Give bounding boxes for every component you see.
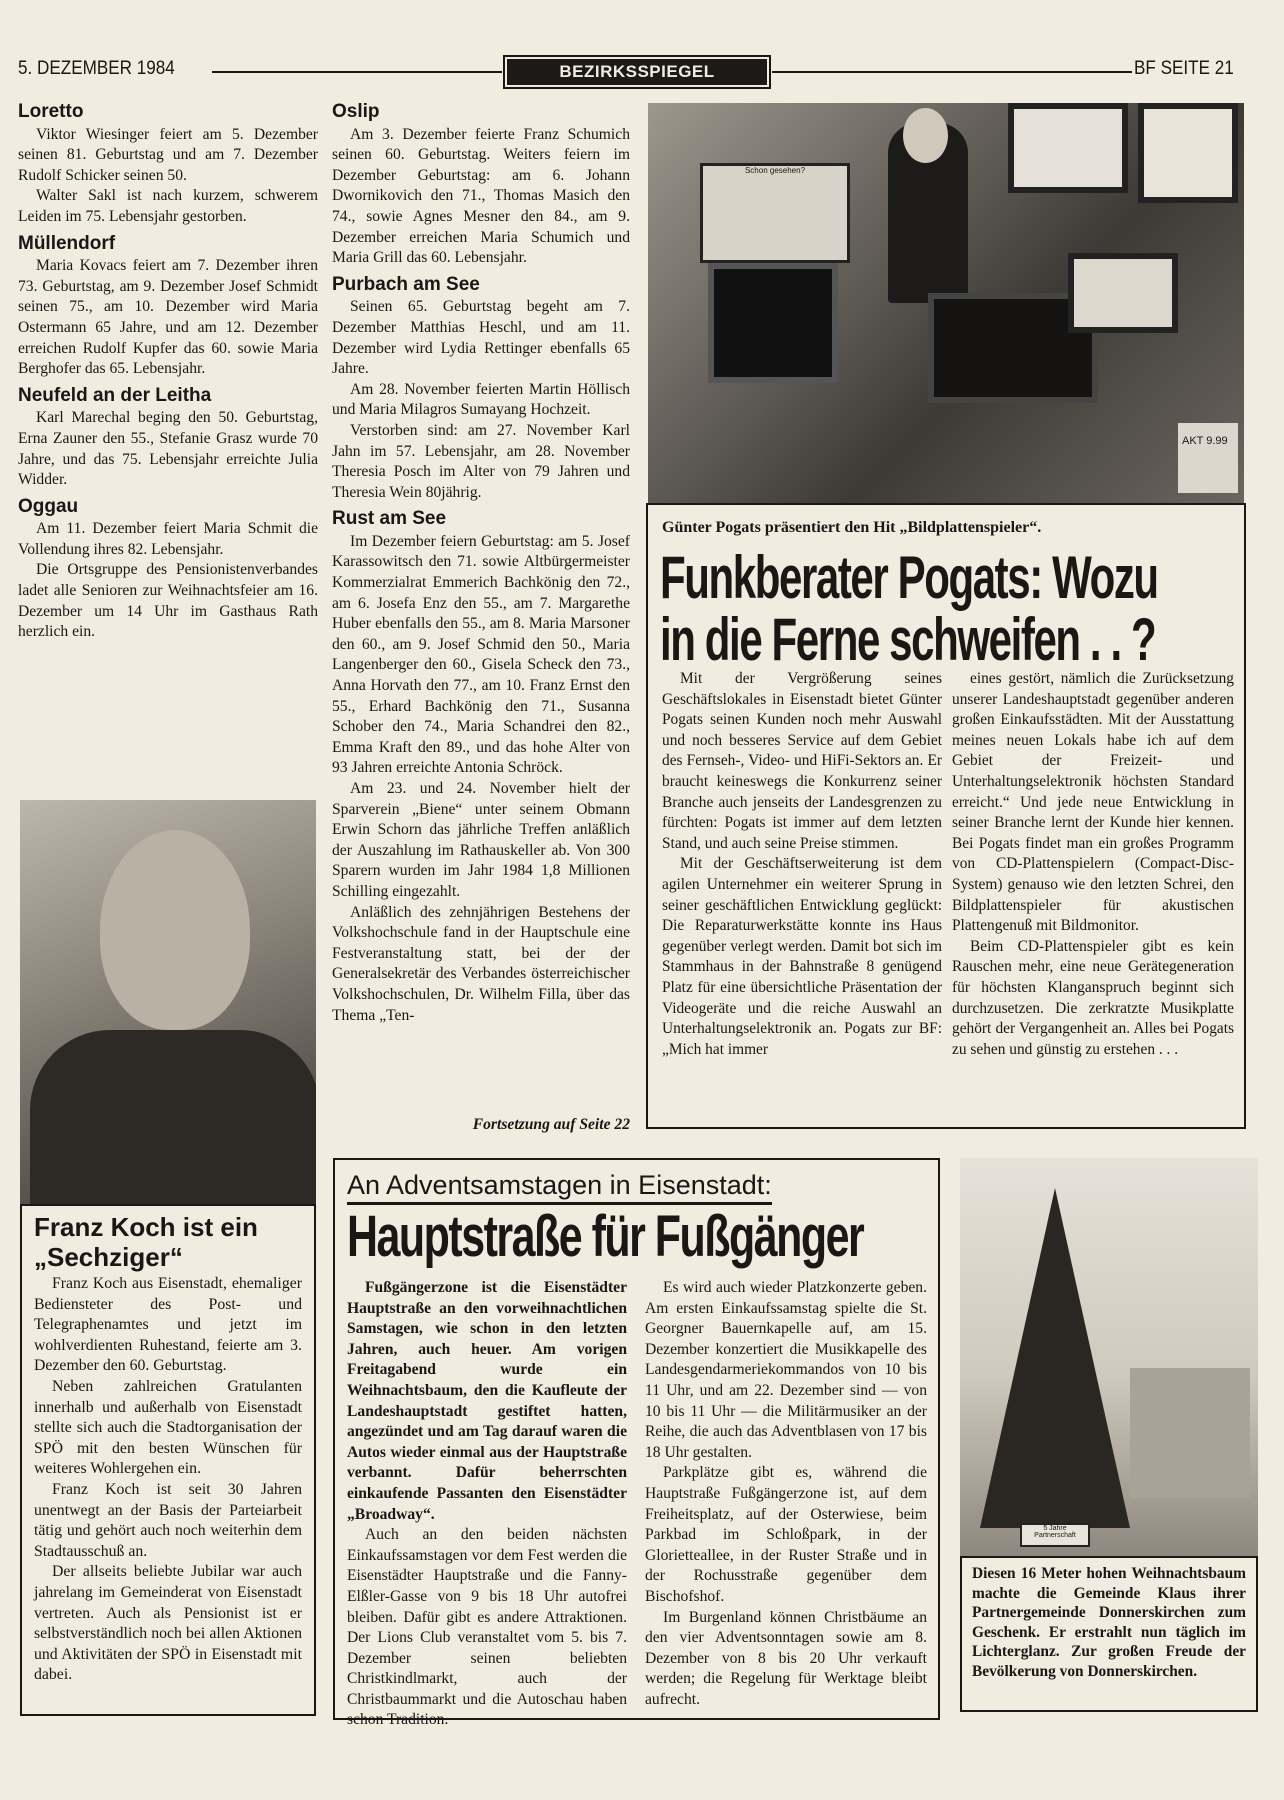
- article-paragraph: Es wird auch wieder Platzkonzerte geben. Am ersten Einkaufssamstag spielte die St. Georgner Bauernkapelle auf, am 15. Dezember konzertiert die Musikkapelle des Landesgendarmeriekommandos von 10 bis 11 Uhr, und am 22. Dezember sind — von 10 bis 11 Uhr — die Militärmusiker an der Reihe, die auch das Adventblasen von 17 bis 18 Uhr gestalten.: [645, 1279, 927, 1461]
- advent-column-2: [645, 1278, 927, 1710]
- news-paragraph: Am 3. Dezember feierte Franz Schumich seinen 60. Geburtstag. Weiters feiern im Dezember Geburtstag: am 6. Johann Dwornikovich den 71., Thomas Masich den 74., sowie Agnes Mesner den 84., am 9. Dezember erreichen Maria Schumich und Maria Grill das 60. Lebensjahr.: [332, 125, 630, 267]
- face: [100, 830, 250, 1030]
- news-paragraph: Maria Kovacs feiert am 7. Dezember ihren 73. Geburtstag, am 9. Dezember Josef Schmidt seinen 75., am 10. Dezember wird Maria Ostermann 65 Jahre, und am 12. Dezember erreichen Rudolf Kupfer das 60. sowie Maria Berghofer das 65. Lebensjahr.: [18, 257, 318, 378]
- article-paragraph: eines gestört, nämlich die Zurücksetzung unserer Landeshauptstadt gegenüber anderen großen Einkaufsstädten. Mit der Ausstattung meines neuen Lokals habe ich auf dem Gebiet der Freizeit- und Unterhaltungselektronik höchsten Standard erreicht.“ Und jede neue Entwicklung in seiner Branche lernt der Kunde hier kennen. Bei Pogats findet man ein großes Programm von CD-Plattenspielern (Compact-Disc-System) genauso wie den letzten Schrei, den Bildplattenspieler für akustischen Plattengenuß mit Bildmonitor.: [952, 670, 1234, 935]
- person-face: [903, 108, 948, 163]
- partnership-sign: 5 Jahre Partnerschaft: [1020, 1523, 1090, 1547]
- headline: [660, 544, 1158, 673]
- koch-article: [20, 1204, 316, 1716]
- article-paragraph: Der allseits beliebte Jubilar war auch jahrelang im Gemeinderat von Eisenstadt vertreten. Auch als Pensionist ist er selbstverständlich noch bei allen Aktionen und Aktivitäten der SPÖ in Eisenstadt mit dabei.: [34, 1563, 302, 1684]
- news-paragraph: Verstorben sind: am 27. November Karl Jahn im 57. Lebensjahr, am 28. November Theresia Posch im Alter von 79 Jahren und Theresia Wein 80jährig.: [332, 421, 630, 501]
- place-heading: Rust am See: [332, 508, 447, 530]
- news-paragraph: Anläßlich des zehnjährigen Bestehens der Volkshochschule fand in der Hauptschule eine Festveranstaltung statt, bei der der Generalsekretär des Verbandes österreichischer Volkshochschulen, Dr. Wilhelm Filla, über das Thema „Ten-: [332, 903, 630, 1024]
- place-heading: Loretto: [18, 101, 84, 122]
- headline-line-2: in die Ferne schweifen . . ?: [660, 606, 1156, 673]
- local-news-column-1: [18, 102, 318, 643]
- news-paragraph: Karl Marechal beging den 50. Geburtstag, Erna Zauner den 55., Stefanie Grasz wurde 70 Jahre, und das 75. Lebensjahr erreichte Julia Widder.: [18, 409, 318, 489]
- christmas-tree-photo: [960, 1158, 1258, 1556]
- article-column-1: [662, 669, 942, 1060]
- article-paragraph: Auch an den beiden nächsten Einkaufssamstagen vor dem Fest werden die Eisenstädter Hauptstraße und die Fanny-Elßler-Gasse von 9 bis 18 Uhr autofrei bleiben. Dafür gibt es andere Attraktionen. Der Lions Club veranstaltet vom 5. bis 7. Dezember seinen beliebten Christkindlmarkt, auch der Christbaummarkt und die Autoschau haben schon Tradition.: [347, 1526, 627, 1729]
- place-heading: Müllendorf: [18, 232, 116, 254]
- place-heading: Neufeld an der Leitha: [18, 384, 212, 406]
- header-rule: [212, 71, 502, 73]
- article-paragraph: Parkplätze gibt es, während die Hauptstraße Fußgängerzone ist, auf dem Freiheitsplatz, auf der Osterwiese, beim Parkbad im Schloßpark, in der Glorietteallee, in der Ruster Straße und in der Rochusstraße gegenüber dem Bischofshof.: [645, 1464, 927, 1605]
- header-rule: [772, 71, 1132, 73]
- pogats-article: [646, 503, 1246, 1129]
- place-heading: Purbach am See: [332, 273, 480, 295]
- section-banner: [503, 55, 771, 89]
- store-photo: [648, 103, 1244, 503]
- photo-caption: Günter Pogats präsentiert den Hit „Bildplattenspieler“.: [662, 519, 1042, 536]
- lead-paragraph: Fußgängerzone ist die Eisenstädter Hauptstraße an den vorweihnachtlichen Samstagen, wie schon in den letzten Jahren, auch heuer. Am vorigen Freitagabend wurde ein Weihnachtsbaum, den die Kaufleute der Landeshauptstadt gestiftet hatten, angezündet und am Tag darauf waren die Autos wieder einmal aus der Hauptstraße verbannt. Dafür beherrschten einkaufende Passanten den Eisenstädter „Broadway“.: [347, 1279, 627, 1523]
- continued-note: Fortsetzung auf Seite 22: [472, 1116, 630, 1133]
- article-paragraph: Beim CD-Plattenspieler gibt es kein Rauschen mehr, eine neue Gerätegeneration für höchsten Klanganspruch beginnt sich durchzusetzen. Die zerkratzte Musikplatte gehört der Vergangenheit an. Alles bei Pogats zu sehen und günstig zu erstehen . . .: [952, 937, 1234, 1058]
- news-paragraph: Viktor Wiesinger feiert am 5. Dezember seinen 81. Geburtstag und am 7. Dezember Rudolf Schicker seinen 50.: [18, 125, 318, 184]
- tv-set: [1068, 253, 1178, 333]
- news-paragraph: Seinen 65. Geburtstag begeht am 7. Dezember Matthias Heschl, und am 11. Dezember wird Lydia Rettinger ebenfalls 65 Jahre.: [332, 298, 630, 378]
- koch-headline: Franz Koch ist ein „Sechziger“: [34, 1212, 258, 1272]
- news-paragraph: Am 11. Dezember feiert Maria Schmit die Vollendung ihres 82. Lebensjahr.: [18, 520, 318, 558]
- advent-headline: Hauptstraße für Fußgänger: [347, 1204, 864, 1269]
- advent-column-1: [347, 1278, 627, 1731]
- tv-set: [708, 263, 838, 383]
- sign-text: Schon gesehen?: [744, 166, 806, 175]
- tv-set: [1008, 103, 1128, 193]
- place-heading: Oslip: [332, 101, 380, 122]
- tree: [980, 1188, 1130, 1528]
- tv-set: [1138, 103, 1238, 203]
- price-tag: AKT 9.99: [1178, 423, 1238, 493]
- news-paragraph: Walter Sakl ist nach kurzem, schwerem Leiden im 75. Lebensjahr gestorben.: [18, 187, 318, 225]
- advent-article: [333, 1158, 940, 1729]
- news-paragraph: Die Ortsgruppe des Pensionistenverbandes ladet alle Senioren zur Weihnachtsfeier am 16. Dezember um 14 Uhr im Gasthaus Rath herzlich ein.: [18, 561, 318, 641]
- shirt: [30, 1030, 316, 1204]
- article-paragraph: Franz Koch ist seit 30 Jahren unentwegt an der Basis der Parteiarbeit tätig und gehört auch noch weiterhin dem Stadtausschuß an.: [34, 1480, 302, 1560]
- news-paragraph: Am 28. November feierten Martin Höllisch und Maria Milagros Sumayang Hochzeit.: [332, 380, 630, 419]
- portrait-photo: [20, 800, 316, 1204]
- section-title: BEZIRKSSPIEGEL: [507, 59, 767, 85]
- article-paragraph: Mit der Geschäftserweiterung ist dem agilen Unternehmer ein weiterer Sprung in seiner geschäftlichen Entwicklung geglückt: Die Reparaturwerkstätte konnte ins Haus gegenüber verlegt werden. Damit bot sich im Stammhaus in der Bahnstraße 8 genügend Platz für eine übersichtliche Präsentation der Videogeräte und die reiche Auswahl an Unterhaltungselektronik an. Pogats zur BF: „Mich hat immer: [662, 855, 942, 1058]
- tree-caption-box: [960, 1556, 1258, 1712]
- news-paragraph: Am 23. und 24. November hielt der Sparverein „Biene“ unter seinem Obmann Erwin Schorn das jährliche Treffen anläßlich der Auszahlung im Rathauskeller ab. Von 300 Sparern wurden im Jahr 1984 1,8 Millionen Schilling eingezahlt.: [332, 780, 630, 900]
- kicker: An Adventsamstagen in Eisenstadt:: [347, 1168, 772, 1205]
- headline-line-1: Funkberater Pogats: Wozu: [660, 544, 1158, 611]
- local-news-column-2: [332, 102, 630, 1026]
- place-heading: Oggau: [18, 495, 79, 517]
- news-paragraph: Im Dezember feiern Geburtstag: am 5. Josef Karassowitsch den 71. sowie Altbürgermeister Kommerzialrat Emmerich Bachkönig den 72., am 6. Josefa Enz den 55., am 7. Margarethe Huber ebenfalls den 55., am 8. Maria Marsoner den 60., am 9. Josef Schmid den 50., Maria Langenberger den 60., Gisela Scheck den 73., Anna Horvath den 77., am 10. Franz Ernst den 55., Erhard Bachkönig den 71., Susanna Schober den 74., Maria Schandrei den 82., Emma Kraft den 89., und das hohe Alter von 93 Jahren erreichte Antonia Schröck.: [332, 532, 630, 777]
- article-column-2: [952, 669, 1234, 1060]
- page-number: BF SEITE 21: [1134, 58, 1234, 79]
- article-paragraph: Neben zahlreichen Gratulanten innerhalb und außerhalb von Eisenstadt stellte sich auch die Stadtorganisation der SPÖ mit den besten Wünschen für weiteres Wohlergehen ein.: [34, 1377, 302, 1478]
- article-paragraph: Franz Koch aus Eisenstadt, ehemaliger Bediensteter des Post- und Telegraphenamtes und jetzt im wohlverdienten Ruhestand, feierte am 3. Dezember den 60. Geburtstag.: [34, 1275, 302, 1375]
- article-paragraph: Im Burgenland können Christbäume an den vier Adventsonntagen sowie am 8. Dezember von 8 bis 20 Uhr verkauft werden; die Regelung für Werktage bleibt aufrecht.: [645, 1608, 927, 1708]
- tree-caption: Diesen 16 Meter hohen Weihnachtsbaum machte die Gemeinde Klaus ihrer Partnergemeinde Donnerskirchen zum Geschenk. Er erstrahlt nun täglich im Lichterglanz. Zur großen Freude der Bevölkerung von Donnerskirchen.: [972, 1565, 1246, 1680]
- koch-body: [34, 1274, 302, 1686]
- church: [1130, 1368, 1250, 1498]
- tv-sign: [700, 163, 850, 263]
- article-paragraph: Mit der Vergrößerung seines Geschäftslokales in Eisenstadt bietet Günter Pogats seinen Kunden noch mehr Auswahl und noch besseres Service auf dem Gebiet des Fernseh-, Video- und HiFi-Sektors an. Er braucht keineswegs die Konkurrenz seiner Branche auch jenseits der Landesgrenzen zu fürchten: Pogats ist immer auf dem letzten Stand, und auch seine Preise stimmen.: [662, 670, 942, 852]
- issue-date: 5. DEZEMBER 1984: [18, 58, 175, 79]
